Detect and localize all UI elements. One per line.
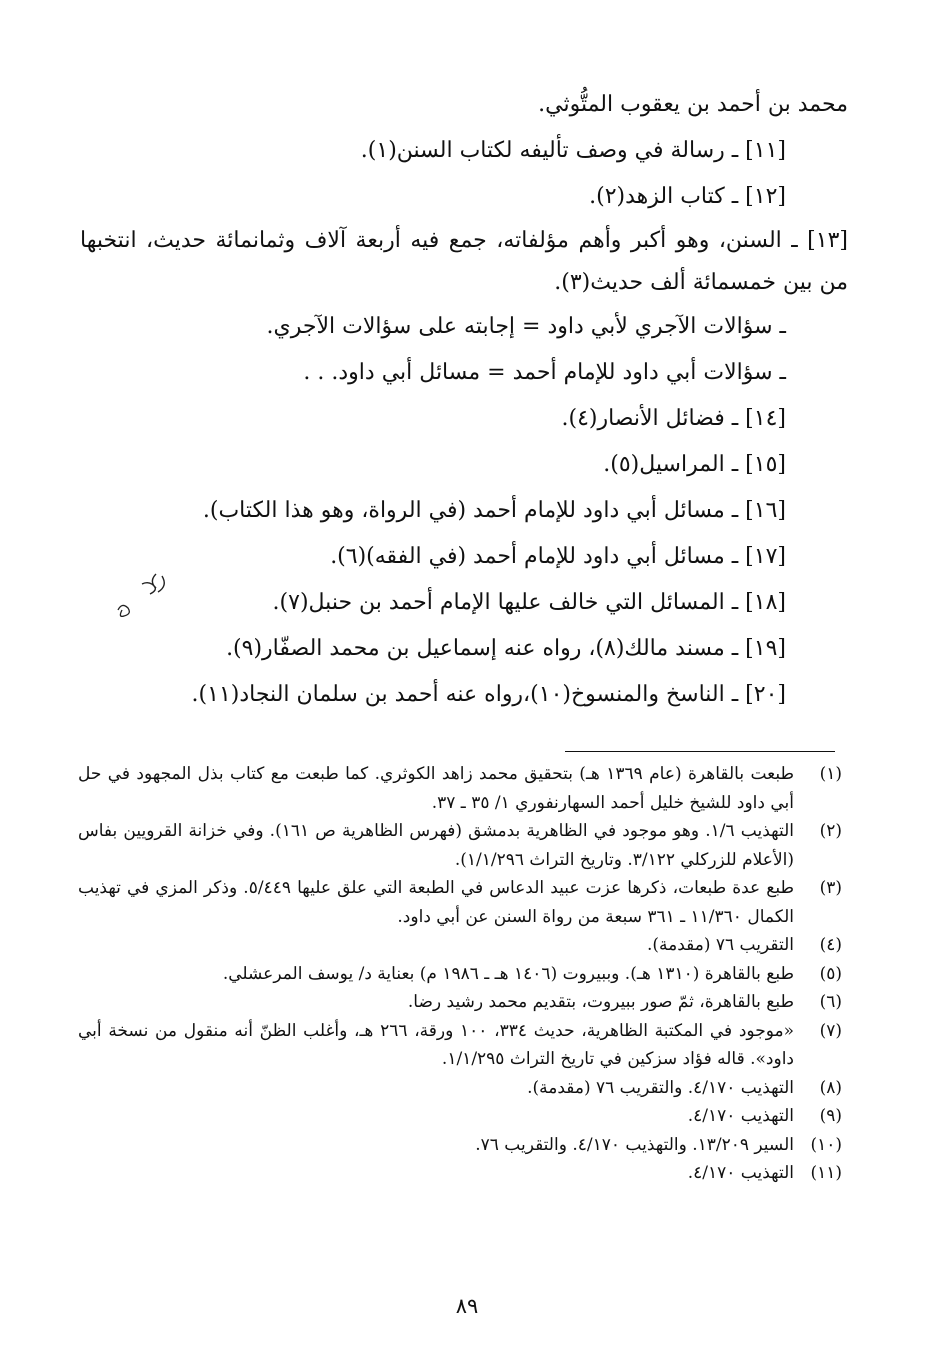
list-item: [١٢] ـ كتاب الزهد(٢). <box>589 184 786 209</box>
footnote <box>78 874 842 931</box>
footnote <box>78 760 842 817</box>
footnote-text: السير ١٣/٢٠٩. والتهذيب ٤/١٧٠. والتقريب ٧٦. <box>475 1134 794 1155</box>
footnote-text: التهذيب ١/٦. وهو موجود في الظاهرية بدمشق (فهرس الظاهرية ص ١٦١). وفي خزانة القرويين بفاس (الأعلام للزركلي ٣/١٢٢. وتاريخ التراث ١/١/٢٩٦). <box>78 821 794 870</box>
handwritten-margin-note-icon <box>112 566 182 626</box>
footnote-number: (٥) <box>819 963 842 984</box>
footnote-text: التهذيب ٤/١٧٠. <box>687 1106 794 1126</box>
footnote-text: طبع عدة طبعات، ذكرها عزت عبيد الدعاس في الطبعة التي علق عليها ٥/٤٤٩. وذكر المزي في تهذيب الكمال ١١/٣٦٠ ـ ٣٦١ سبعة من رواة السنن عن أبي داود. <box>78 878 794 927</box>
list-item: [١٥] ـ المراسيل(٥). <box>603 452 786 477</box>
list-item: [١٨] ـ المسائل التي خالف عليها الإمام أحمد بن حنبل(٧). <box>272 590 786 615</box>
list-item: [١١] ـ رسالة في وصف تأليفه لكتاب السنن(١). <box>360 138 786 163</box>
footnote-number: (٣) <box>819 878 842 898</box>
footnote <box>78 1017 842 1074</box>
list-item: [١٣] ـ السنن، وهو أكبر وأهم مؤلفاته، جمع فيه أربعة آلاف وثمانمائة حديث، انتخبها من بين خمسمائة ألف حديث(٣). <box>80 228 848 295</box>
list-subitem: ـ سؤالات أبي داود للإمام أحمد = مسائل أبي داود. . . <box>303 360 786 385</box>
list-item: [٢٠] ـ الناسخ والمنسوخ(١٠)،رواه عنه أحمد بن سلمان النجاد(١١). <box>191 682 786 707</box>
footnote-number: (٩) <box>819 1106 842 1126</box>
footnote-separator <box>565 751 835 752</box>
footnote <box>78 960 842 989</box>
footnote-text: طبعت بالقاهرة (عام ١٣٦٩ هـ) بتحقيق محمد زاهد الكوثري. كما طبعت مع كتاب بذل المجهود في حل أبي داود للشيخ خليل أحمد السهارنفوري ١/ ٣٥ ـ ٣٧. <box>78 764 794 813</box>
footnote-text: «موجود في المكتبة الظاهرية، حديث ٣٣٤، ١٠٠ ورقة، ٢٦٦ هـ، وأغلب الظنّ أنه منقول من نسخة أبي داود». قاله فؤاد سزكين في تاريخ التراث ١/١/٢٩٥. <box>78 1020 794 1069</box>
list-item: [١٧] ـ مسائل أبي داود للإمام أحمد (في الفقه)(٦). <box>330 544 786 569</box>
footnote-number: (٦) <box>819 992 842 1012</box>
footnote-text: التقريب ٧٦ (مقدمة). <box>646 935 794 955</box>
footnote <box>78 1102 842 1131</box>
footnote <box>78 931 842 960</box>
footnote <box>78 817 842 874</box>
footnote-number: (١١) <box>810 1163 842 1183</box>
intro-line: محمد بن أحمد بن يعقوب المتُّوثي. <box>538 92 848 117</box>
footnote-number: (١٠) <box>810 1134 842 1155</box>
footnote <box>78 1131 842 1160</box>
list-item: [١٤] ـ فضائل الأنصار(٤). <box>561 406 786 431</box>
footnote-number: (١) <box>819 764 842 784</box>
footnote-text: طبع بالقاهرة (١٣١٠ هـ). وببيروت (١٤٠٦ هـ ـ ١٩٨٦ م) بعناية د/ يوسف المرعشلي. <box>222 963 794 984</box>
footnote <box>78 1074 842 1103</box>
list-subitem: ـ سؤالات الآجري لأبي داود = إجابته على سؤالات الآجري. <box>266 314 786 339</box>
footnote-number: (٧) <box>819 1020 842 1041</box>
footnote-text: التهذيب ٤/١٧٠. <box>687 1163 794 1183</box>
footnote-text: التهذيب ٤/١٧٠. والتقريب ٧٦ (مقدمة). <box>527 1077 794 1098</box>
footnote-number: (٨) <box>819 1077 842 1098</box>
footnote <box>78 1159 842 1188</box>
footnotes <box>78 760 842 1188</box>
footnote-number: (٢) <box>819 821 842 841</box>
footnote-number: (٤) <box>819 935 842 955</box>
main-text <box>80 82 848 718</box>
list-item: [١٩] ـ مسند مالك(٨)، رواه عنه إسماعيل بن محمد الصفّار(٩). <box>226 636 786 661</box>
footnote <box>78 988 842 1017</box>
footnote-text: طبع بالقاهرة، ثمّ صور ببيروت، بتقديم محمد رشيد رضا. <box>407 992 794 1012</box>
list-item: [١٦] ـ مسائل أبي داود للإمام أحمد (في الرواة، وهو هذا الكتاب). <box>202 498 786 523</box>
page-number: ٨٩ <box>455 1294 479 1318</box>
